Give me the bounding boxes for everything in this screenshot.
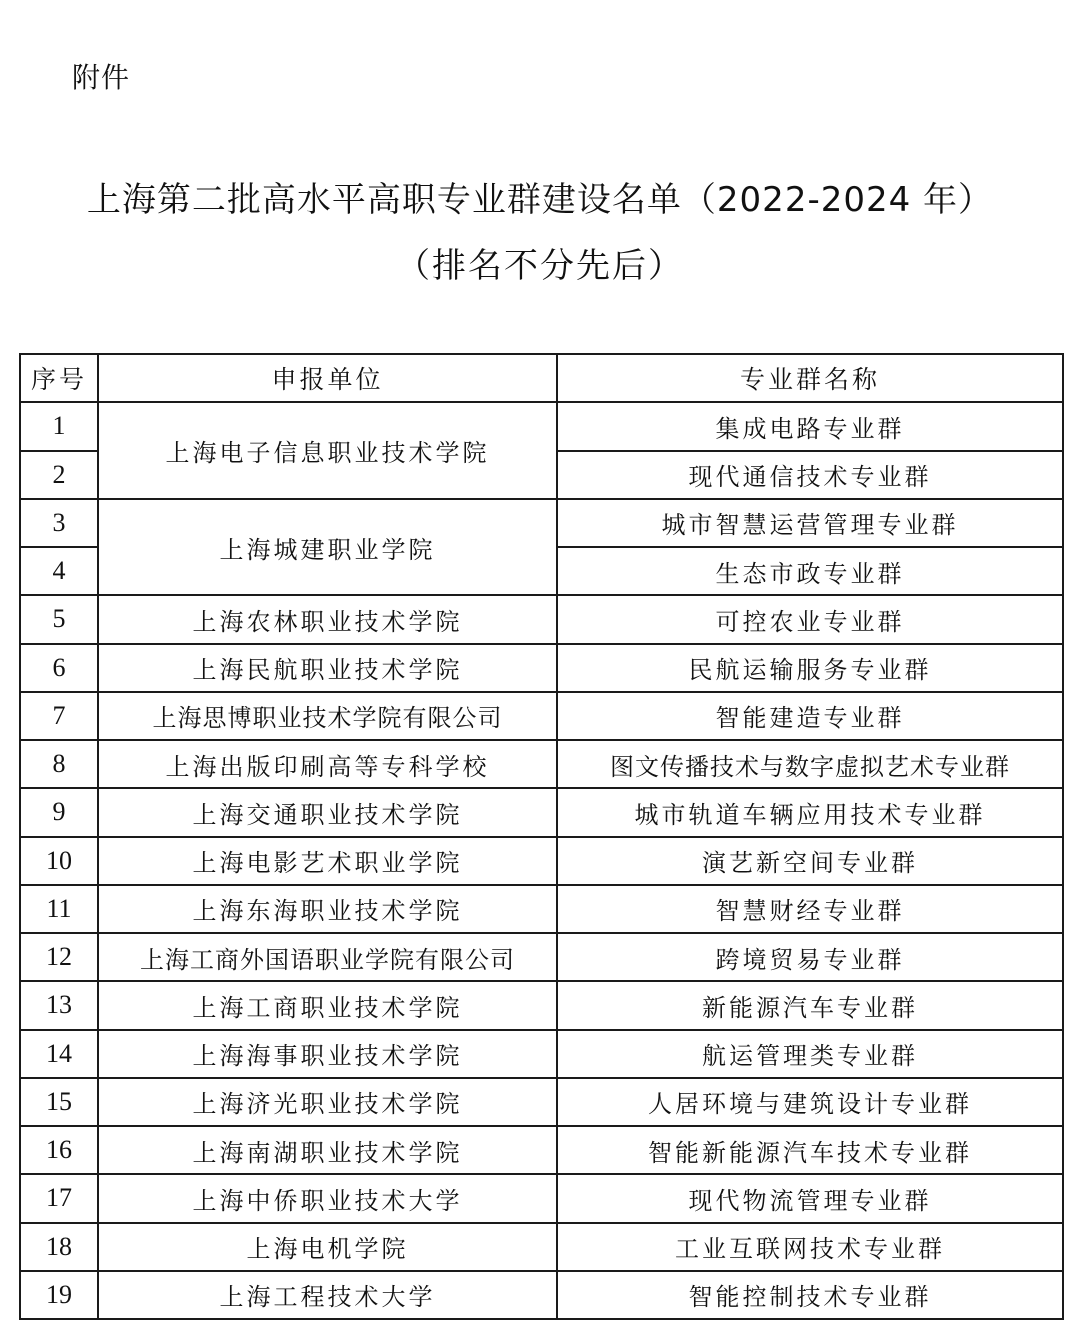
table-row: [20, 1078, 1063, 1126]
row-number: 9: [20, 788, 98, 836]
group-name: 可控农业专业群: [557, 595, 1063, 643]
table-row: [20, 981, 1063, 1029]
applicant-unit: 上海思博职业技术学院有限公司: [98, 692, 557, 740]
applicant-unit: 上海电影艺术职业学院: [98, 837, 557, 885]
table-row: [20, 499, 1063, 547]
table-row: [20, 933, 1063, 981]
attachment-label: 附件: [72, 61, 131, 94]
group-name: 智慧财经专业群: [557, 885, 1063, 933]
row-number: 14: [20, 1030, 98, 1078]
table-row: [20, 1174, 1063, 1222]
applicant-unit: 上海农林职业技术学院: [98, 595, 557, 643]
row-number: 18: [20, 1223, 98, 1271]
table-row: [20, 1030, 1063, 1078]
table-row: [20, 595, 1063, 643]
group-name: 航运管理类专业群: [557, 1030, 1063, 1078]
row-number: 3: [20, 499, 98, 547]
row-number: 5: [20, 595, 98, 643]
applicant-unit: 上海东海职业技术学院: [98, 885, 557, 933]
row-number: 12: [20, 933, 98, 981]
roster-table: [19, 353, 1064, 1320]
group-name: 演艺新空间专业群: [557, 837, 1063, 885]
row-number: 10: [20, 837, 98, 885]
group-name: 城市轨道车辆应用技术专业群: [557, 788, 1063, 836]
group-name: 新能源汽车专业群: [557, 981, 1063, 1029]
table-row: [20, 644, 1063, 692]
group-name: 生态市政专业群: [557, 547, 1063, 595]
applicant-unit: 上海海事职业技术学院: [98, 1030, 557, 1078]
table-row: [20, 837, 1063, 885]
column-header-unit: 申报单位: [98, 354, 557, 402]
table-row: [20, 402, 1063, 450]
row-number: 15: [20, 1078, 98, 1126]
row-number: 17: [20, 1174, 98, 1222]
document-title: 上海第二批高水平高职专业群建设名单（2022-2024 年）: [86, 180, 994, 220]
column-header-number: 序号: [20, 354, 98, 402]
row-number: 1: [20, 402, 98, 450]
table-row: [20, 1223, 1063, 1271]
table-row: [20, 1271, 1063, 1319]
group-name: 民航运输服务专业群: [557, 644, 1063, 692]
column-header-group: 专业群名称: [557, 354, 1063, 402]
applicant-unit: 上海民航职业技术学院: [98, 644, 557, 692]
group-name: 工业互联网技术专业群: [557, 1223, 1063, 1271]
group-name: 智能新能源汽车技术专业群: [557, 1126, 1063, 1174]
applicant-unit: 上海工商职业技术学院: [98, 981, 557, 1029]
row-number: 6: [20, 644, 98, 692]
group-name: 人居环境与建筑设计专业群: [557, 1078, 1063, 1126]
document-subtitle: （排名不分先后）: [396, 246, 684, 286]
table-row: [20, 788, 1063, 836]
row-number: 16: [20, 1126, 98, 1174]
row-number: 11: [20, 885, 98, 933]
table-header-row: [20, 354, 1063, 402]
group-name: 集成电路专业群: [557, 402, 1063, 450]
applicant-unit: 上海城建职业学院: [98, 499, 557, 596]
group-name: 智能建造专业群: [557, 692, 1063, 740]
table-row: [20, 740, 1063, 788]
applicant-unit: 上海工商外国语职业学院有限公司: [98, 933, 557, 981]
group-name: 跨境贸易专业群: [557, 933, 1063, 981]
row-number: 19: [20, 1271, 98, 1319]
row-number: 8: [20, 740, 98, 788]
applicant-unit: 上海中侨职业技术大学: [98, 1174, 557, 1222]
row-number: 2: [20, 451, 98, 499]
group-name: 现代通信技术专业群: [557, 451, 1063, 499]
applicant-unit: 上海交通职业技术学院: [98, 788, 557, 836]
applicant-unit: 上海电机学院: [98, 1223, 557, 1271]
applicant-unit: 上海电子信息职业技术学院: [98, 402, 557, 499]
row-number: 4: [20, 547, 98, 595]
row-number: 7: [20, 692, 98, 740]
table-row: [20, 692, 1063, 740]
group-name: 智能控制技术专业群: [557, 1271, 1063, 1319]
table-row: [20, 885, 1063, 933]
group-name: 城市智慧运营管理专业群: [557, 499, 1063, 547]
applicant-unit: 上海南湖职业技术学院: [98, 1126, 557, 1174]
applicant-unit: 上海济光职业技术学院: [98, 1078, 557, 1126]
group-name: 现代物流管理专业群: [557, 1174, 1063, 1222]
applicant-unit: 上海出版印刷高等专科学校: [98, 740, 557, 788]
row-number: 13: [20, 981, 98, 1029]
group-name: 图文传播技术与数字虚拟艺术专业群: [557, 740, 1063, 788]
table-row: [20, 1126, 1063, 1174]
applicant-unit: 上海工程技术大学: [98, 1271, 557, 1319]
